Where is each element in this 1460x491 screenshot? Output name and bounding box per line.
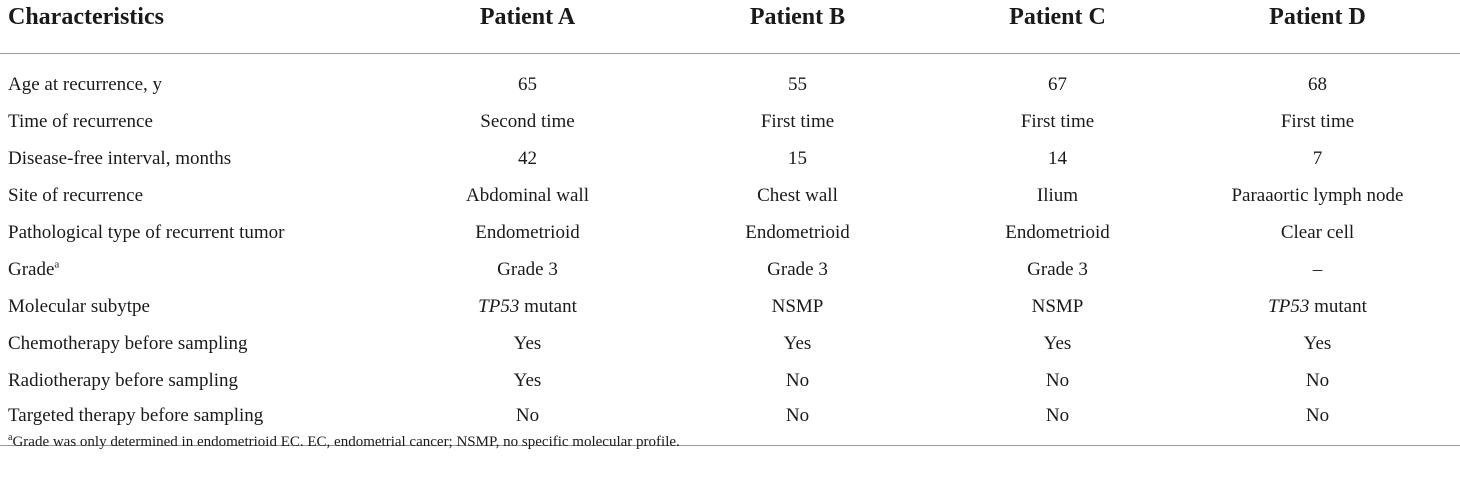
table-cell: Grade 3 <box>767 258 828 280</box>
table-row <box>0 103 1460 140</box>
table-cell-gene <box>400 288 655 325</box>
table-cell: 68 <box>1308 74 1327 96</box>
table-cell: Endometrioid <box>475 221 580 243</box>
grade-label-text: Grade <box>8 258 55 280</box>
table-cell: Grade 3 <box>1027 258 1088 280</box>
table-cell: NSMP <box>1031 295 1084 317</box>
table-cell: Yes <box>1303 332 1332 354</box>
row-label: Time of recurrence <box>8 110 153 132</box>
table-cell: Ilium <box>1036 184 1079 206</box>
table-footnote <box>8 434 680 451</box>
row-label: Age at recurrence, y <box>8 74 163 96</box>
footnote-marker: a <box>54 258 60 271</box>
table-cell: 7 <box>1312 147 1323 169</box>
table-cell: No <box>1045 404 1070 426</box>
row-label: Radiotherapy before sampling <box>8 369 239 391</box>
footnote-marker: a <box>8 432 13 443</box>
table-cell: 65 <box>518 74 537 96</box>
table-cell: 55 <box>788 74 807 96</box>
table-cell: NSMP <box>771 295 824 317</box>
header-patient-a: Patient A <box>479 4 576 30</box>
table-cell: 15 <box>788 147 807 169</box>
table-cell: Yes <box>513 332 542 354</box>
table-row <box>0 177 1460 214</box>
table-cell: – <box>1312 258 1323 280</box>
table-row <box>0 325 1460 362</box>
table-cell-gene <box>1175 288 1460 325</box>
table-cell: 14 <box>1048 147 1067 169</box>
table-cell: No <box>785 369 810 391</box>
table-cell: Second time <box>480 110 575 132</box>
gene-name: TP53 <box>1268 295 1310 317</box>
table-row <box>0 251 1460 288</box>
table-cell: No <box>785 404 810 426</box>
row-label-grade <box>0 251 400 288</box>
table-row <box>0 53 1460 103</box>
row-label: Chemotherapy before sampling <box>8 332 248 354</box>
row-label: Pathological type of recurrent tumor <box>8 221 285 243</box>
gene-name: TP53 <box>478 295 520 317</box>
table-cell: Endometrioid <box>1005 221 1110 243</box>
table-row <box>0 288 1460 325</box>
table-cell: Chest wall <box>757 184 838 206</box>
table-cell: Endometrioid <box>745 221 850 243</box>
table-cell: Grade 3 <box>497 258 558 280</box>
table-cell: First time <box>760 110 835 132</box>
table-cell: No <box>1305 404 1330 426</box>
row-label: Molecular subytpe <box>8 295 150 317</box>
header-row <box>0 0 1460 53</box>
table-cell: Yes <box>513 369 542 391</box>
table-cell: Clear cell <box>1280 221 1355 243</box>
table-cell: No <box>1305 369 1330 391</box>
header-patient-d: Patient D <box>1269 4 1366 30</box>
table-cell: Abdominal wall <box>466 184 589 206</box>
header-patient-c: Patient C <box>1009 4 1106 30</box>
table-row <box>0 214 1460 251</box>
table-cell: First time <box>1280 110 1355 132</box>
table-cell: No <box>1045 369 1070 391</box>
header-patient-b: Patient B <box>749 4 846 30</box>
table-cell: Paraaortic lymph node <box>1231 184 1404 206</box>
gene-suffix: mutant <box>519 295 577 317</box>
table-row <box>0 362 1460 399</box>
row-label: Targeted therapy before sampling <box>8 404 264 426</box>
table-row <box>0 140 1460 177</box>
header-characteristics: Characteristics <box>8 4 164 30</box>
row-label: Site of recurrence <box>8 184 144 206</box>
gene-suffix: mutant <box>1309 295 1367 317</box>
table-cell: 67 <box>1048 74 1067 96</box>
table-cell: No <box>515 404 540 426</box>
table-cell: Yes <box>1043 332 1072 354</box>
footnote-text: Grade was only determined in endometrioid EC. EC, endometrial cancer; NSMP, no specific molecular profile. <box>12 434 680 450</box>
row-label: Disease-free interval, months <box>8 147 232 169</box>
table-cell: 42 <box>518 147 537 169</box>
table-cell: Yes <box>783 332 812 354</box>
table-cell: First time <box>1020 110 1095 132</box>
